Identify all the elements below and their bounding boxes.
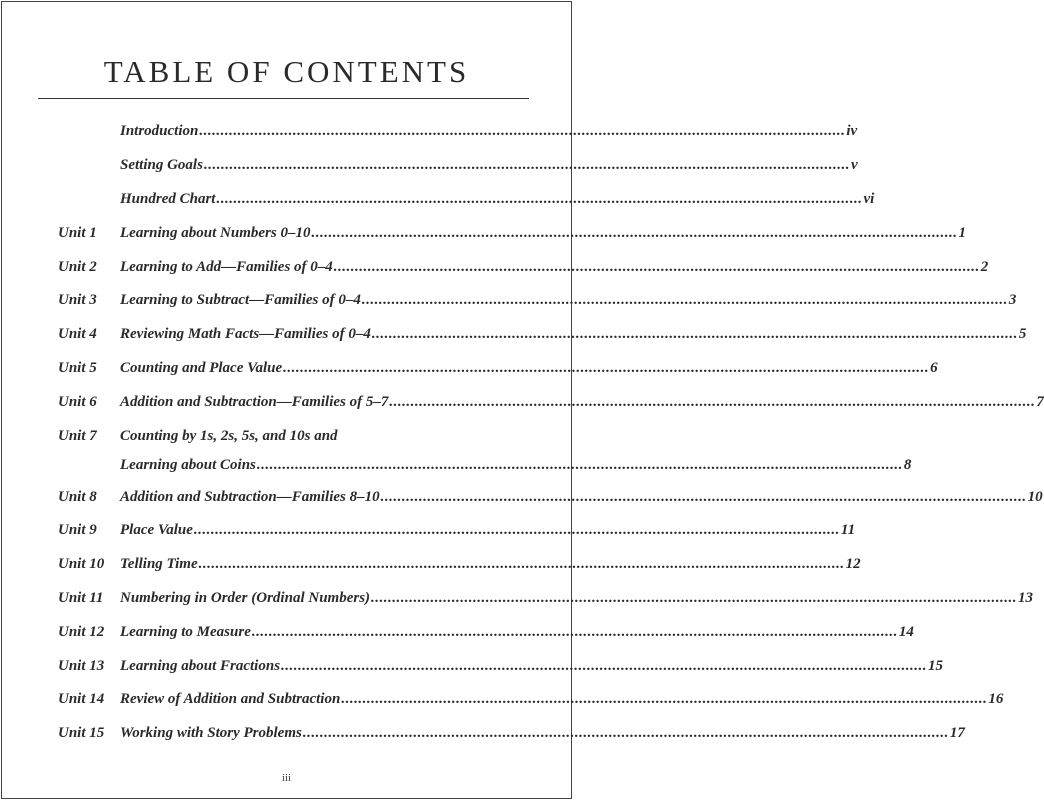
toc-page-number: v bbox=[850, 157, 858, 174]
toc-unit: Unit 5 bbox=[58, 359, 97, 376]
toc-entry bbox=[58, 582, 1034, 616]
toc-leader bbox=[283, 360, 929, 377]
toc-leader bbox=[194, 522, 840, 539]
toc-entry bbox=[58, 615, 914, 649]
toc-leader bbox=[334, 259, 980, 276]
toc-page-number: 17 bbox=[949, 725, 965, 742]
toc-leader bbox=[281, 658, 927, 675]
toc-label: Hundred Chart bbox=[120, 190, 216, 207]
toc-label: Reviewing Math Facts—Families of 0–4 bbox=[120, 326, 371, 343]
toc-entry bbox=[58, 683, 1004, 717]
toc-entry bbox=[58, 149, 858, 183]
toc-leader bbox=[257, 457, 903, 474]
toc-entry bbox=[58, 115, 858, 149]
toc-entry bbox=[58, 352, 938, 386]
toc-page-number: 8 bbox=[903, 457, 912, 474]
toc-page-number: 16 bbox=[988, 691, 1004, 708]
toc-entry bbox=[58, 514, 856, 548]
toc-unit: Unit 11 bbox=[58, 589, 104, 606]
toc-entry bbox=[58, 480, 1043, 514]
toc-label: Setting Goals bbox=[120, 157, 203, 174]
toc-unit: Unit 2 bbox=[58, 258, 97, 275]
toc-leader bbox=[389, 394, 1035, 411]
toc-label: Addition and Subtraction—Families of 5–7 bbox=[120, 393, 389, 410]
toc-entry bbox=[58, 717, 965, 751]
toc-label: Numbering in Order (Ordinal Numbers) bbox=[120, 589, 371, 606]
toc-leader bbox=[216, 191, 862, 208]
toc-leader bbox=[381, 489, 1027, 506]
toc-leader bbox=[311, 225, 957, 242]
toc-label: Place Value bbox=[120, 522, 193, 539]
toc-page-number: 6 bbox=[930, 359, 938, 376]
toc-leader bbox=[204, 157, 850, 174]
toc-page-number: 13 bbox=[1018, 589, 1034, 606]
toc-label: Review of Addition and Subtraction bbox=[120, 691, 341, 708]
toc-leader bbox=[341, 691, 987, 708]
toc-entry bbox=[58, 548, 861, 582]
toc-entry bbox=[58, 649, 944, 683]
toc-unit: Unit 4 bbox=[58, 326, 97, 343]
toc-leader bbox=[199, 556, 845, 573]
toc-label: Learning to Add—Families of 0–4 bbox=[120, 258, 333, 275]
toc-unit: Unit 8 bbox=[58, 488, 97, 505]
toc-entry bbox=[58, 284, 1017, 318]
toc-unit: Unit 6 bbox=[58, 393, 97, 410]
toc-entry bbox=[58, 318, 1027, 352]
toc-page-number: 10 bbox=[1027, 488, 1043, 505]
toc-page-number: 14 bbox=[898, 623, 914, 640]
toc-leader bbox=[362, 292, 1008, 309]
toc-label: Learning about Coins bbox=[120, 457, 256, 474]
toc-page-number: vi bbox=[863, 190, 875, 207]
toc-unit: Unit 12 bbox=[58, 623, 105, 640]
toc-label: Working with Story Problems bbox=[120, 725, 302, 742]
toc-unit: Unit 13 bbox=[58, 657, 105, 674]
toc-label: Learning to Subtract—Families of 0–4 bbox=[120, 292, 361, 309]
toc-label: Counting and Place Value bbox=[120, 359, 283, 376]
toc-unit: Unit 1 bbox=[58, 224, 97, 241]
toc-page-number: 2 bbox=[980, 258, 989, 275]
toc-page-number: 5 bbox=[1018, 326, 1027, 343]
toc-entry bbox=[58, 250, 989, 284]
toc-leader bbox=[303, 725, 949, 742]
toc-page-number: 15 bbox=[928, 657, 944, 674]
toc-entry bbox=[58, 183, 875, 217]
toc-entry bbox=[58, 216, 966, 250]
toc-unit: Unit 7 bbox=[58, 428, 97, 445]
toc-label-line1: Counting by 1s, 2s, 5s, and 10s and bbox=[120, 428, 338, 445]
toc-unit: Unit 3 bbox=[58, 292, 97, 309]
toc-leader bbox=[199, 123, 845, 140]
toc-page-number: 12 bbox=[845, 556, 861, 573]
toc-unit: Unit 14 bbox=[58, 691, 105, 708]
document-page bbox=[1, 1, 1044, 799]
toc-entry bbox=[58, 385, 1044, 419]
toc-leader bbox=[371, 590, 1017, 607]
toc-entry bbox=[58, 419, 912, 480]
page-number-footer: iii bbox=[281, 772, 292, 784]
table-of-contents bbox=[58, 115, 1044, 751]
title-rule bbox=[38, 98, 529, 99]
toc-unit: Unit 15 bbox=[58, 725, 105, 742]
toc-unit: Unit 9 bbox=[58, 522, 97, 539]
toc-page-number: 3 bbox=[1008, 292, 1017, 309]
page-title: TABLE OF CONTENTS bbox=[103, 54, 470, 89]
toc-leader bbox=[372, 326, 1018, 343]
toc-unit: Unit 10 bbox=[58, 556, 105, 573]
toc-page-number: iv bbox=[846, 123, 858, 140]
toc-label: Learning to Measure bbox=[120, 623, 251, 640]
toc-label: Learning about Fractions bbox=[120, 657, 281, 674]
toc-label: Learning about Numbers 0–10 bbox=[120, 224, 311, 241]
toc-label: Telling Time bbox=[120, 556, 198, 573]
toc-label: Addition and Subtraction—Families 8–10 bbox=[120, 488, 380, 505]
toc-label: Introduction bbox=[120, 123, 199, 140]
toc-page-number: 1 bbox=[958, 224, 966, 241]
toc-page-number: 7 bbox=[1036, 393, 1044, 410]
toc-leader bbox=[252, 624, 898, 641]
toc-page-number: 11 bbox=[840, 522, 856, 539]
